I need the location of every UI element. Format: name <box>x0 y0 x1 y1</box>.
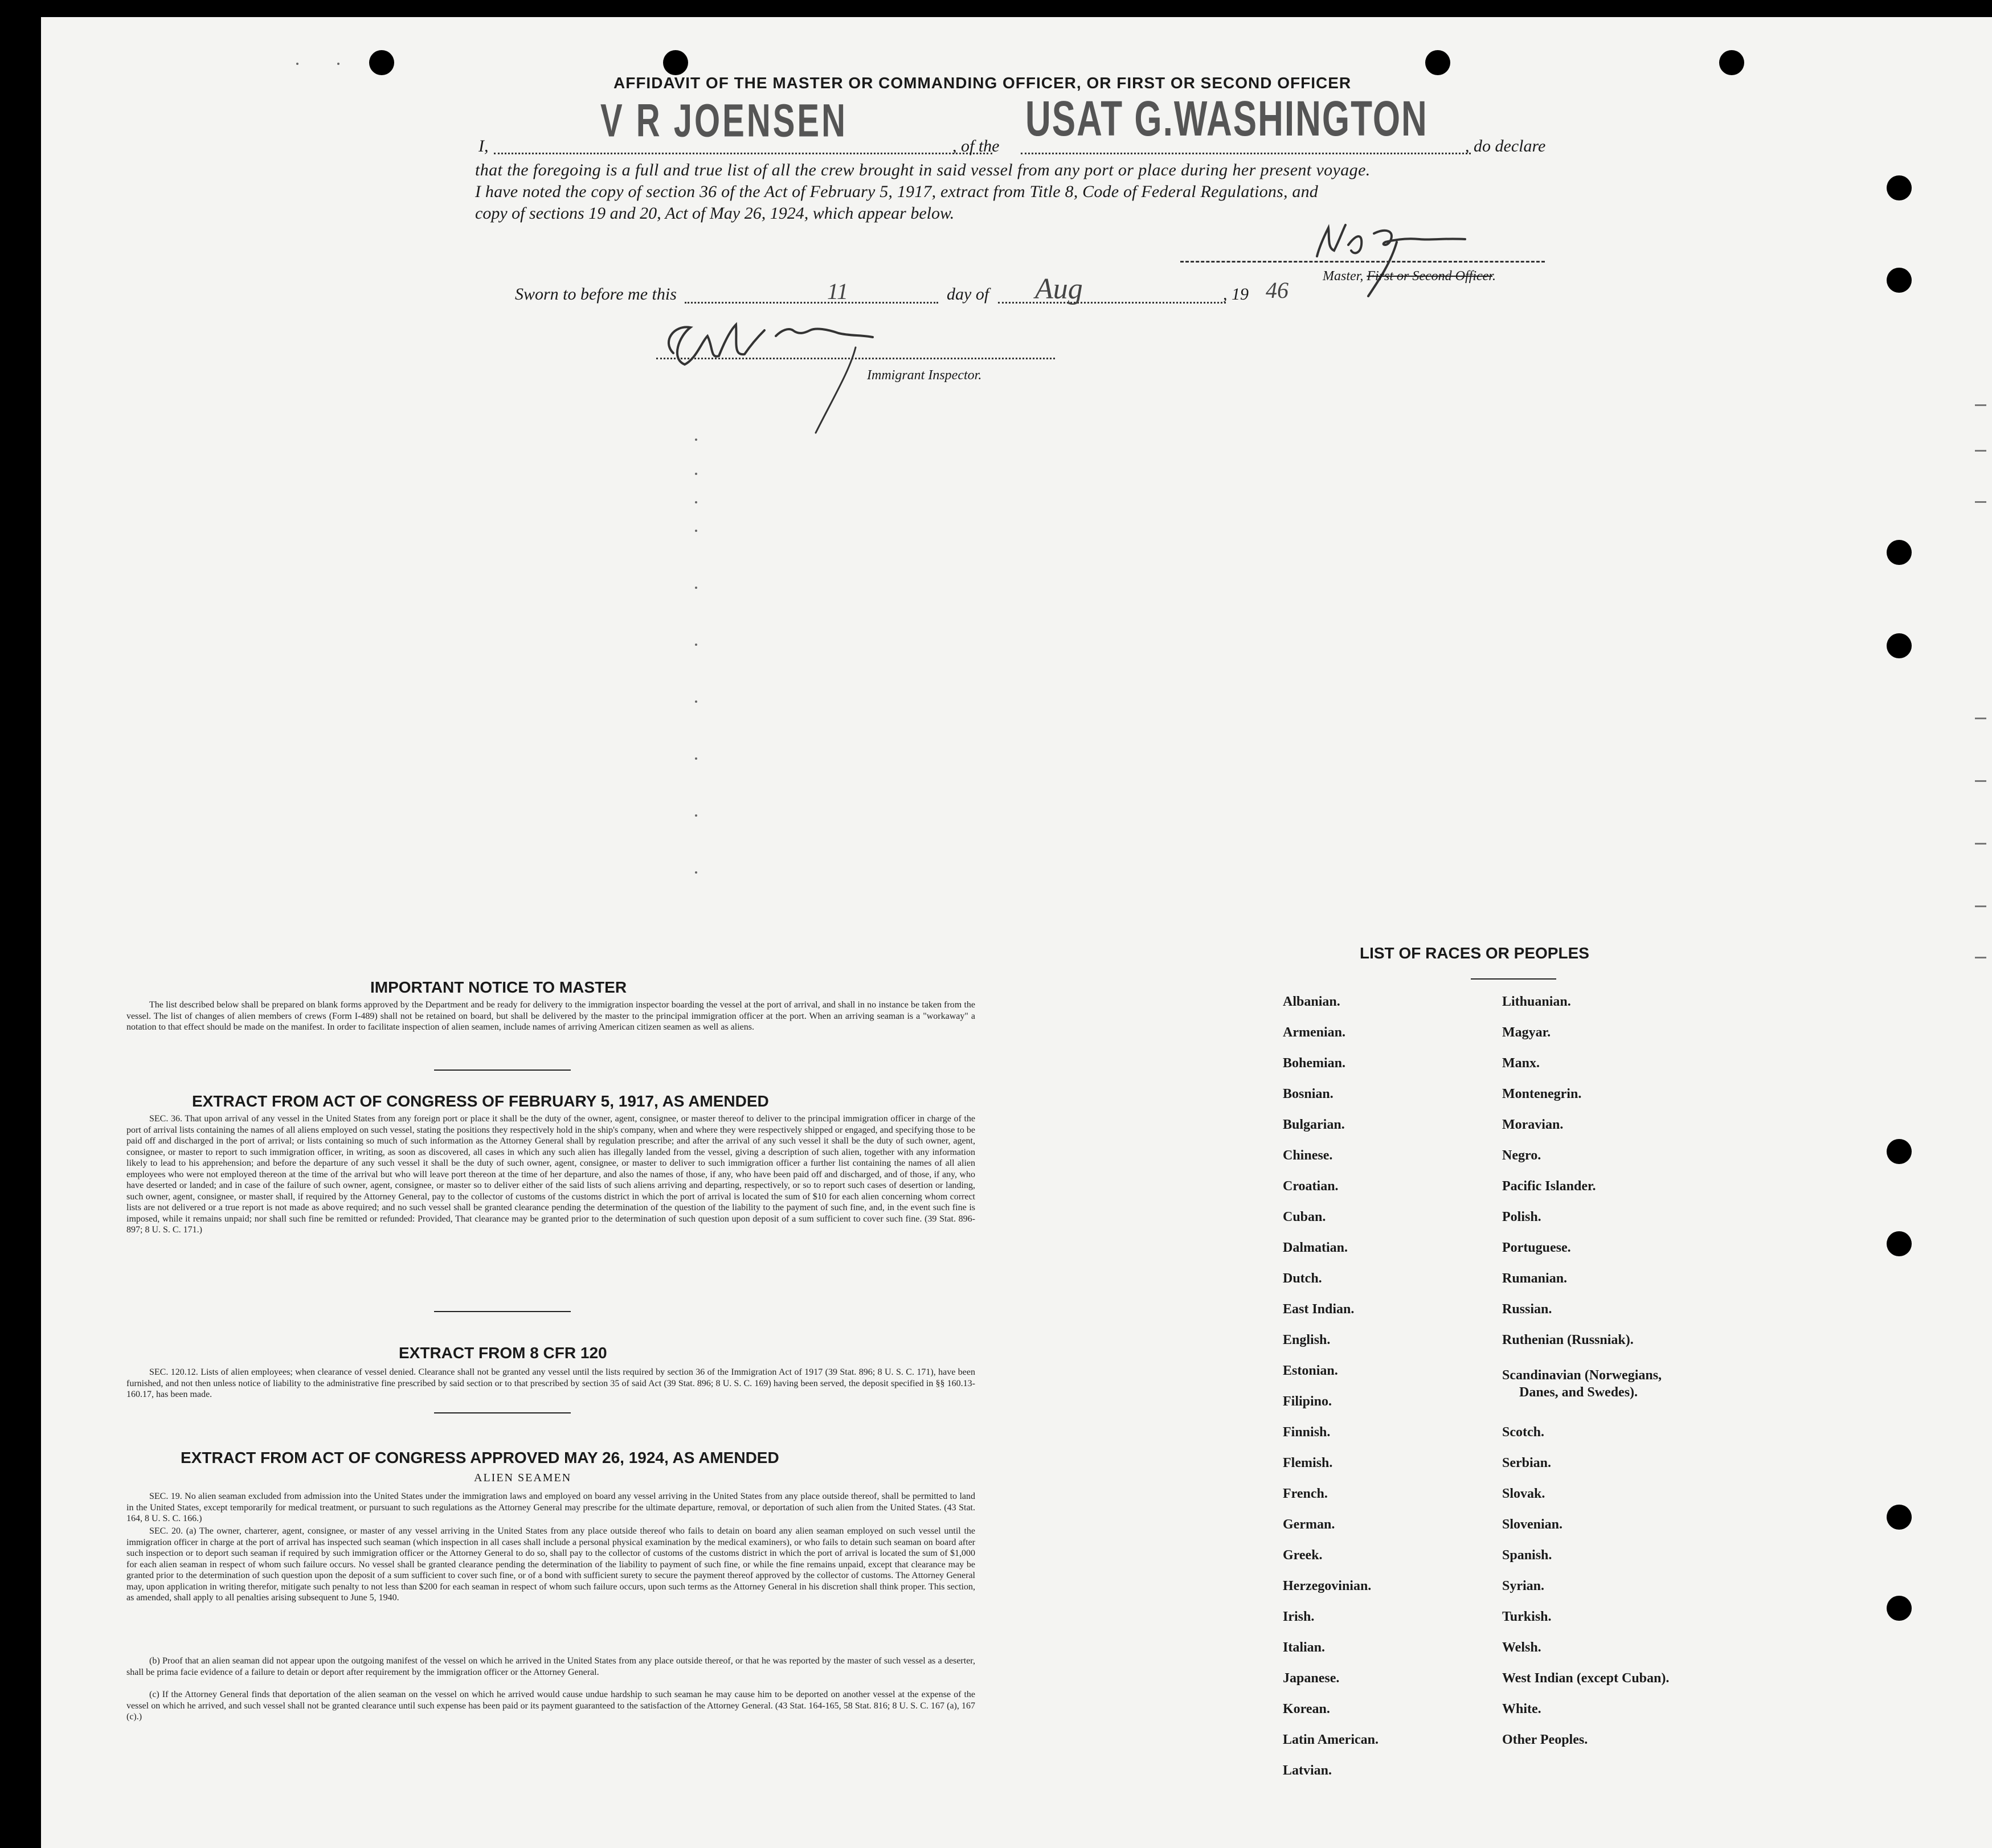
punch-hole <box>1887 1139 1912 1164</box>
extract-1917-heading: EXTRACT FROM ACT OF CONGRESS OF FEBRUARY 5, 1917, AS AMENDED <box>192 1092 769 1110</box>
edge-mark <box>1975 450 1986 452</box>
column-mark <box>695 814 697 817</box>
affidavit-line-3: I have noted the copy of section 36 of the Act of February 5, 1917, extract from Title 8, Code of Federal Regulations, and <box>475 182 1318 201</box>
race-item: East Indian. <box>1283 1302 1355 1317</box>
race-item: Magyar. <box>1502 1025 1551 1040</box>
race-item: Bulgarian. <box>1283 1117 1345 1132</box>
race-item: Herzegovinian. <box>1283 1579 1372 1593</box>
extract-1924-sec19: SEC. 19. No alien seaman excluded from admission into the United States under the immigration laws and employed on board any vessel arriving in the United States from any place outside thereof, shall be permitted to land in the United States, except temporarily for medical treatment, or pursuant to such regulations as the Attorney General may prescribe for the ultimate departure, removal, or deportation of such alien from the United States. (43 Stat. 164, 8 U. S. C. 166.) <box>126 1491 975 1523</box>
day-of-label: day of <box>947 285 989 304</box>
edge-mark <box>1975 501 1986 503</box>
race-item: Armenian. <box>1283 1025 1345 1040</box>
race-item: Scotch. <box>1502 1425 1544 1440</box>
race-item: Greek. <box>1283 1548 1323 1563</box>
column-mark <box>695 700 697 703</box>
punch-hole <box>369 50 394 75</box>
extract-1924-subheading: ALIEN SEAMEN <box>474 1472 572 1484</box>
of-the-label: , of the <box>952 137 1000 155</box>
race-item: Estonian. <box>1283 1363 1338 1378</box>
punch-hole <box>1887 175 1912 200</box>
race-item: Rumanian. <box>1502 1271 1568 1286</box>
notice-heading: IMPORTANT NOTICE TO MASTER <box>370 978 627 996</box>
divider <box>434 1311 571 1312</box>
punch-hole <box>1425 50 1450 75</box>
do-declare-label: , do declare <box>1465 137 1546 155</box>
race-item: Bosnian. <box>1283 1087 1334 1101</box>
master-caption <box>1323 269 1496 284</box>
column-mark <box>695 644 697 646</box>
edge-mark <box>1975 780 1986 782</box>
master-name-stamp: V R JOENSEN <box>600 95 848 147</box>
race-item: Irish. <box>1283 1609 1315 1624</box>
edge-mark <box>1975 957 1986 958</box>
race-item: Korean. <box>1283 1702 1330 1716</box>
column-mark <box>695 473 697 475</box>
extract-1924-sec20a: SEC. 20. (a) The owner, charterer, agent, consignee, or master of any vessel arriving in the United States from any place outside thereof who fails to detain on board any alien seaman employed on such vessel until the immigration officer in charge at the port of arrival has inspected such seaman (which inspection in all cases shall include a personal physical examination by the medical examiners), or who fails to detain such seaman on board after such inspection or to deport such seaman if required by such immigration officer or the Attorney General to do so, shall pay to the collector of customs of the customs district in which the port of arrival is located the sum of $1,000 for each alien seaman in respect of whom such failure occurs. No vessel shall be granted clearance pending the determination of the liability to payment of such fine, or while the fine remains unpaid, except that clearance may be granted prior to the determination of such question upon the deposit of a sum sufficient to cover such fine, or of a bond with sufficient surety to secure the payment thereof approved by the collector of customs. The Attorney General may, upon application in writing therefor, mitigate such penalty to not less than $200 for each seaman in respect of whom such failure occurs, upon such terms as the Attorney General in his discretion shall think proper. This section, as amended, shall apply to all penalties arising subsequent to June 5, 1940. <box>126 1526 975 1603</box>
edge-mark <box>337 63 340 65</box>
column-mark <box>695 530 697 532</box>
column-mark <box>695 757 697 760</box>
divider <box>1471 978 1556 980</box>
edge-mark <box>1975 905 1986 907</box>
race-item: Chinese. <box>1283 1148 1333 1163</box>
race-item: French. <box>1283 1486 1328 1501</box>
race-item: Croatian. <box>1283 1179 1339 1194</box>
race-item: White. <box>1502 1702 1541 1716</box>
vessel-name-line <box>1021 153 1471 154</box>
extract-1924-sec20b: (b) Proof that an alien seaman did not appear upon the outgoing manifest of the vessel on which he arrived in the United States from any place outside thereof, or that he was reported by the master of such vessel as a deserter, shall be prima facie evidence of a failure to detain or deport after requirement by the immigration officer or the Attorney General. <box>126 1656 975 1677</box>
race-item: Albanian. <box>1283 994 1340 1009</box>
race-item: Italian. <box>1283 1640 1326 1655</box>
races-heading: LIST OF RACES OR PEOPLES <box>1360 944 1589 962</box>
extract-1924-heading: EXTRACT FROM ACT OF CONGRESS APPROVED MAY 26, 1924, AS AMENDED <box>181 1449 779 1466</box>
master-signature-line <box>1180 261 1545 263</box>
year-suffix: 46 <box>1266 277 1289 303</box>
punch-hole <box>1887 1596 1912 1621</box>
race-item: Slovenian. <box>1502 1517 1563 1532</box>
race-item: Dutch. <box>1283 1271 1322 1286</box>
race-item: Syrian. <box>1502 1579 1545 1593</box>
affidavit-line-4: copy of sections 19 and 20, Act of May 26, 1924, which appear below. <box>475 204 955 223</box>
punch-hole <box>1719 50 1744 75</box>
column-mark <box>695 501 697 503</box>
race-item: Latin American. <box>1283 1732 1379 1747</box>
race-item: Pacific Islander. <box>1502 1179 1596 1194</box>
race-item: Polish. <box>1502 1210 1541 1224</box>
extract-1917-body: SEC. 36. That upon arrival of any vessel in the United States from any foreign port or place it shall be the duty of the owner, agent, consignee, or master thereof to deliver to the principal immigration officer in charge of the port of arrival lists containing the names of all aliens employed on such vessel, stating the positions they respectively hold in the ship's company, when and where they were respectively shipped or engaged, and specifying those to be paid off and discharged in the port of arrival; or lists containing so much of such information as the Attorney General shall by regulation prescribe; and after the arrival of any such vessel it shall be the duty of such owner, agent, consignee, or master to report to such immigration officer, in writing, as soon as discovered, all cases in which any such alien has illegally landed from the vessel, giving a description of such alien, together with any information likely to lead to his apprehension; and before the departure of any such vessel it shall be the duty of such owner, agent, consignee, or master to deliver to such immigration officer a further list containing the names of all alien employees who were not employed thereon at the time of the arrival but who will leave port thereon at the time of her departure, and also the names of those, if any, who have been paid off and discharged, and of those, if any, who have deserted or landed; and in case of the failure of such owner, agent, consignee, or master so to deliver either of the said lists of such aliens arriving and departing, respectively, or so to report such cases of desertion or landing, such owner, agent, consignee, or master shall, if required by the Attorney General, pay to the collector of customs of the customs district in which the port of arrival is located the sum of $10 for each alien concerning whom correct lists are not delivered or a true report is not made as above required; and no such vessel shall be granted clearance pending the determination of the question of the liability to the payment of such fine, and, in the event such fine is imposed, while it remains unpaid; nor shall such fine be remitted or refunded: Provided, That clearance may be granted prior to the determination of such question upon deposit of a sum sufficient to cover such fine. (39 Stat. 896-897; 8 U. S. C. 171.) <box>126 1114 975 1235</box>
race-item: Danes, and Swedes). <box>1519 1385 1638 1400</box>
punch-hole <box>1887 1231 1912 1256</box>
race-item: Russian. <box>1502 1302 1552 1317</box>
column-mark <box>695 871 697 874</box>
edge-mark <box>1975 404 1986 406</box>
punch-hole <box>663 50 688 75</box>
race-item: Filipino. <box>1283 1394 1332 1409</box>
year-prefix: , 19 <box>1223 285 1249 304</box>
extract-cfr-body: SEC. 120.12. Lists of alien employees; when clearance of vessel denied. Clearance shall not be granted any vessel until the lists required by section 36 of the Immigration Act of 1917 (39 Stat. 896; 8 U. S. C. 171), have been furnished, and not then unless notice of liability to the administrative fine prescribed by said section or to that prescribed by section 35 of said Act (39 Stat. 896; 8 U. S. C. 169) having been served, the deposit specified in §§ 160.13-160.17, has been made. <box>126 1367 975 1399</box>
race-item: Flemish. <box>1283 1456 1333 1470</box>
race-item: Lithuanian. <box>1502 994 1571 1009</box>
column-mark <box>695 587 697 589</box>
punch-hole <box>1887 268 1912 293</box>
document-page <box>41 17 1992 1848</box>
race-item: Bohemian. <box>1283 1056 1346 1071</box>
race-item: German. <box>1283 1517 1335 1532</box>
sworn-label: Sworn to before me this <box>515 285 677 304</box>
edge-mark <box>296 63 298 65</box>
master-caption-b: . <box>1492 269 1496 284</box>
race-item: Serbian. <box>1502 1456 1552 1470</box>
sworn-day: 11 <box>827 278 849 304</box>
race-item: Latvian. <box>1283 1763 1332 1778</box>
race-item: Spanish. <box>1502 1548 1552 1563</box>
extract-cfr-heading: EXTRACT FROM 8 CFR 120 <box>399 1344 607 1362</box>
race-item: Scandinavian (Norwegians, <box>1502 1368 1662 1383</box>
i-label: I, <box>478 137 489 155</box>
race-item: English. <box>1283 1333 1331 1347</box>
race-item: West Indian (except Cuban). <box>1502 1671 1670 1686</box>
punch-hole <box>1887 540 1912 565</box>
punch-hole <box>1887 1505 1912 1530</box>
inspector-signature-line <box>656 358 1055 359</box>
affidavit-heading: AFFIDAVIT OF THE MASTER OR COMMANDING OFFICER, OR FIRST OR SECOND OFFICER <box>613 74 1352 92</box>
race-item: Ruthenian (Russniak). <box>1502 1333 1634 1347</box>
edge-mark <box>1975 843 1986 845</box>
master-name-line <box>494 153 992 154</box>
notice-body: The list described below shall be prepared on blank forms approved by the Department and be ready for delivery to the immigration inspector boarding the vessel at the port of arrival, and shall in no instance be taken from the vessel. The list of changes of alien members of crews (Form I-489) shall not be retained on board, but shall be delivered by the master to the principal immigration officer at the port. When an arriving seaman is a "workaway" a notation to that effect should be made on the manifest. In order to facilitate inspection of alien seamen, include names of arriving American citizen seamen as well as aliens. <box>126 1000 975 1032</box>
sworn-month: Aug <box>1035 273 1083 305</box>
extract-1924-sec20c: (c) If the Attorney General finds that deportation of the alien seaman on the vessel on which he arrived would cause undue hardship to such seaman he may cause him to be deported on another vessel at the expense of the vessel on which he arrived, and such vessel shall not be granted clearance until such expense has been paid or its payment guaranteed to the satisfaction of the Attorney General. (43 Stat. 164-165, 58 Stat. 816; 8 U. S. C. 167 (a), 167 (c).) <box>126 1690 975 1722</box>
race-item: Dalmatian. <box>1283 1240 1348 1255</box>
race-item: Manx. <box>1502 1056 1540 1071</box>
race-item: Slovak. <box>1502 1486 1545 1501</box>
race-item: Negro. <box>1502 1148 1541 1163</box>
race-item: Japanese. <box>1283 1671 1340 1686</box>
race-item: Welsh. <box>1502 1640 1541 1655</box>
race-item: Montenegrin. <box>1502 1087 1582 1101</box>
vessel-name-stamp: USAT G.WASHINGTON <box>1025 92 1428 147</box>
edge-mark <box>1975 718 1986 719</box>
inspector-caption: Immigrant Inspector. <box>867 368 982 383</box>
master-signature <box>1294 211 1590 302</box>
race-item: Other Peoples. <box>1502 1732 1588 1747</box>
divider <box>434 1070 571 1071</box>
master-caption-a: Master, <box>1323 269 1367 284</box>
column-mark <box>695 439 697 441</box>
race-item: Moravian. <box>1502 1117 1564 1132</box>
race-item: Cuban. <box>1283 1210 1326 1224</box>
affidavit-line-2: that the foregoing is a full and true list of all the crew brought in said vessel from any port or place during her present voyage. <box>475 161 1371 179</box>
master-caption-struck: First or Second Officer <box>1367 269 1492 284</box>
sworn-month-line <box>998 302 1226 304</box>
race-item: Finnish. <box>1283 1425 1331 1440</box>
punch-hole <box>1887 633 1912 658</box>
race-item: Portuguese. <box>1502 1240 1571 1255</box>
race-item: Turkish. <box>1502 1609 1552 1624</box>
divider <box>434 1412 571 1413</box>
